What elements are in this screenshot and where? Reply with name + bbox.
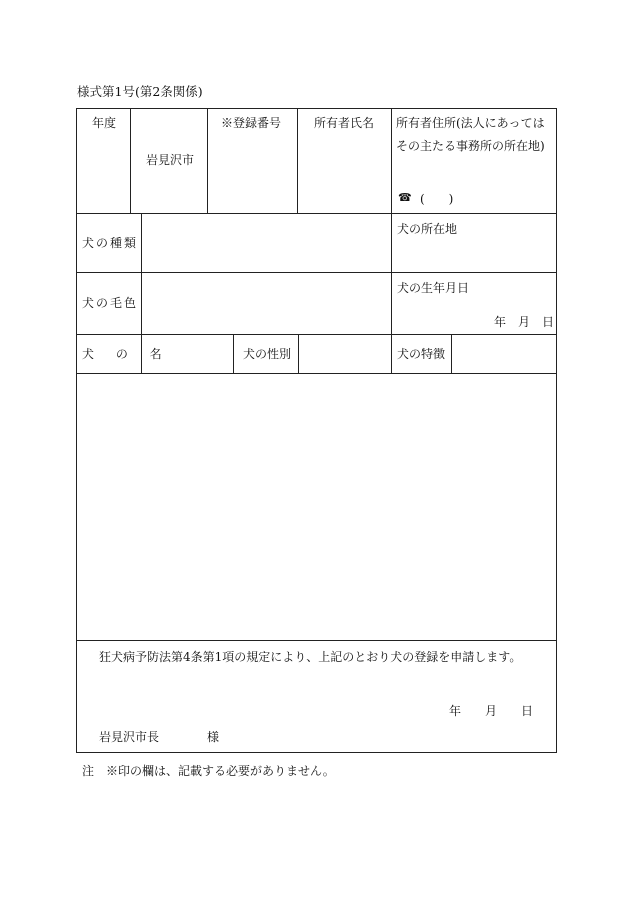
owner-address-label-line2: その主たる事務所の所在地) <box>396 139 545 153</box>
application-date-units: 年 月 日 <box>449 704 534 718</box>
owner-name-label: 所有者氏名 <box>314 116 375 130</box>
col-divider-address <box>391 108 392 373</box>
col-divider-features-label <box>451 334 452 373</box>
row-divider-breed <box>76 272 557 273</box>
breed-label: 犬の種類 <box>82 236 139 250</box>
dog-features-label: 犬の特徴 <box>397 347 446 361</box>
col-divider-sex-label <box>298 334 299 373</box>
footnote: 注 ※印の欄は、記載する必要がありません。 <box>82 764 335 778</box>
birth-date-units: 年 月 日 <box>494 315 555 329</box>
coat-color-label: 犬の毛色 <box>82 296 139 310</box>
addressee-mayor: 岩見沢市長 <box>99 730 160 744</box>
col-divider-name-value <box>233 334 234 373</box>
row-divider-drawing <box>76 640 557 641</box>
col-divider-year <box>130 108 131 213</box>
owner-address-label-line1: 所有者住所(法人にあっては <box>396 116 545 130</box>
form-title: 様式第1号(第2条関係) <box>77 84 203 99</box>
registration-number-label: ※登録番号 <box>221 116 282 130</box>
dog-sex-label: 犬の性別 <box>243 347 292 361</box>
col-divider-city <box>207 108 208 213</box>
addressee-honorific: 様 <box>207 730 220 744</box>
phone-area-code-parens: ( ) <box>420 192 454 206</box>
birth-date-label: 犬の生年月日 <box>397 281 470 295</box>
year-label: 年度 <box>92 116 117 130</box>
row-divider-coat <box>76 334 557 335</box>
telephone-icon: ☎ <box>398 191 412 204</box>
row-divider-header <box>76 213 557 214</box>
application-statement: 狂犬病予防法第4条第1項の規定により、上記のとおり犬の登録を申請します。 <box>99 650 522 664</box>
col-divider-registration <box>297 108 298 213</box>
dog-location-label: 犬の所在地 <box>397 222 458 236</box>
row-divider-name <box>76 373 557 374</box>
dog-name-label: 犬 の 名 <box>82 347 171 361</box>
city-name: 岩見沢市 <box>146 153 195 167</box>
